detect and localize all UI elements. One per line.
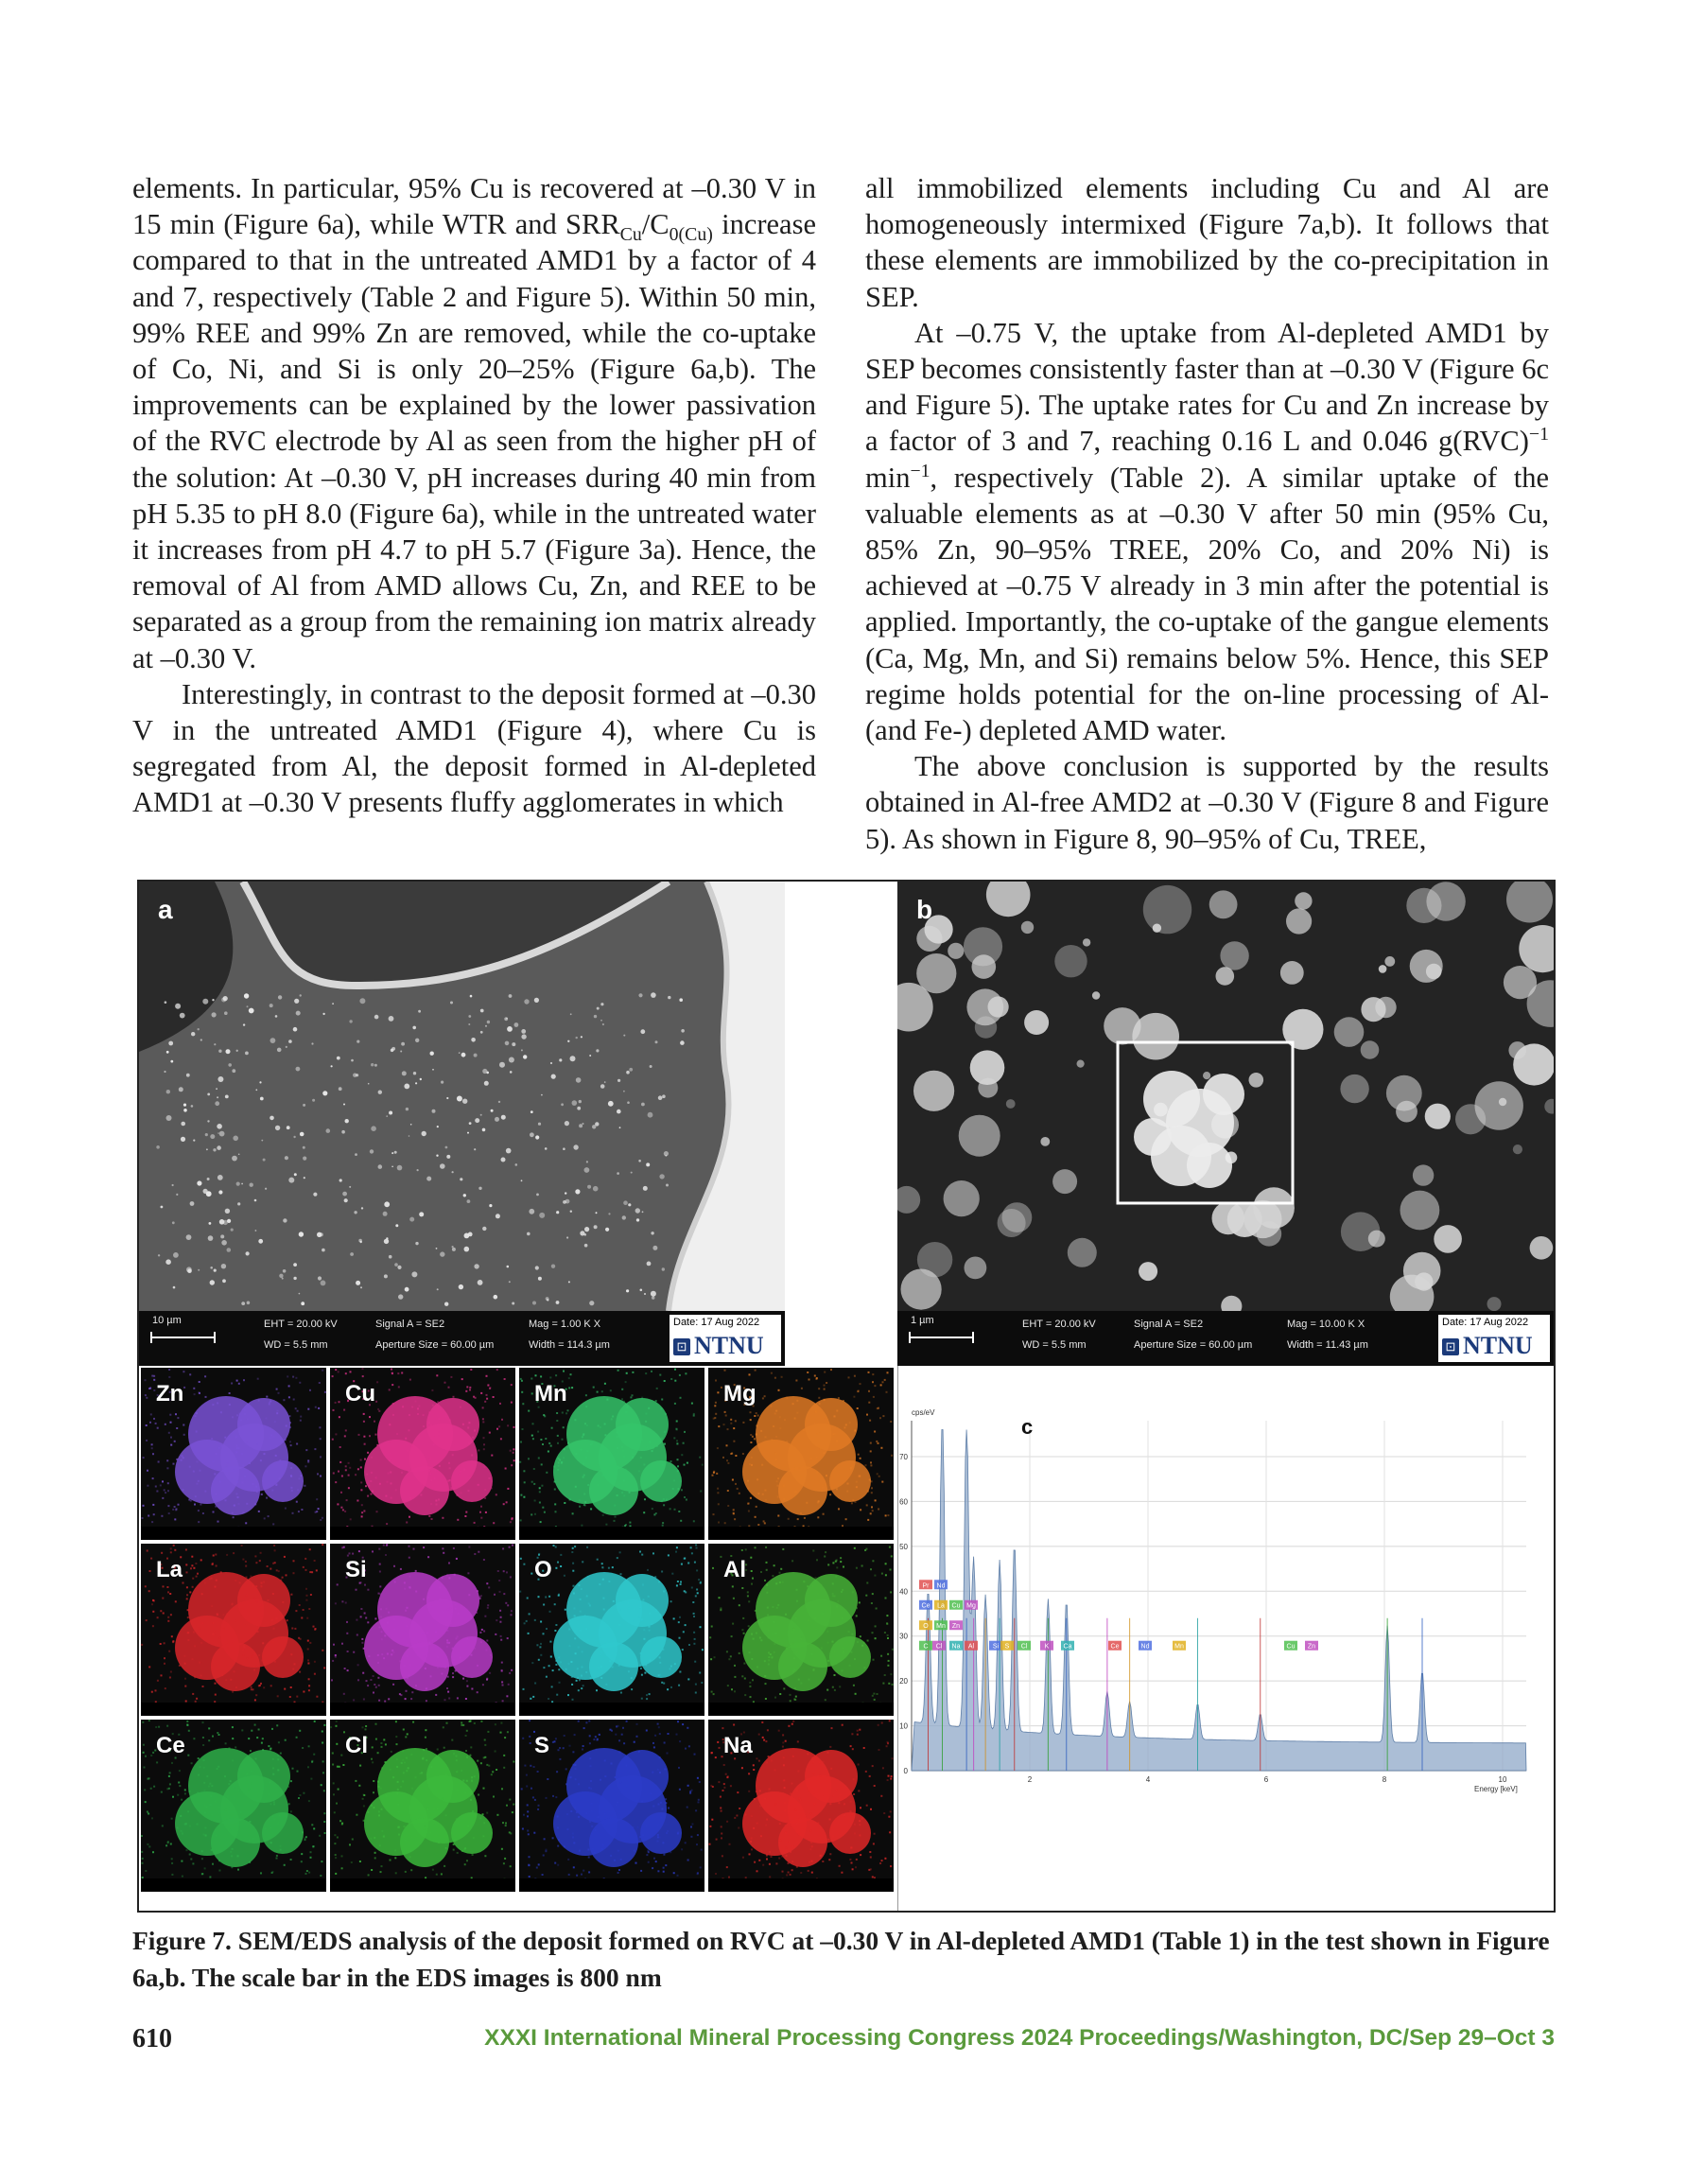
- element-tag-label: La: [937, 1602, 945, 1610]
- element-tag-label: Mg: [966, 1602, 976, 1610]
- text-run: −1: [1528, 424, 1549, 446]
- width-value: Width = 114.3 µm: [529, 1339, 610, 1351]
- element-tag-label: O: [923, 1623, 929, 1631]
- element-tag-label: Ce: [921, 1602, 930, 1610]
- page-number: 610: [132, 2024, 172, 2053]
- element-tag-label: K: [1044, 1643, 1050, 1651]
- eds-map-label: Ce: [156, 1733, 185, 1758]
- sem-info-bar-b: [897, 1311, 1554, 1366]
- eds-map-footer: [708, 1703, 894, 1716]
- x-axis-label: Energy [keV]: [1474, 1785, 1518, 1793]
- eds-map-al: [708, 1544, 894, 1716]
- y-tick-label: 20: [899, 1677, 908, 1686]
- eds-map-o: [519, 1544, 704, 1716]
- element-tag-label: Pr: [922, 1582, 930, 1590]
- eds-map-label: Cu: [345, 1381, 375, 1406]
- sem-image-a: [139, 882, 785, 1366]
- text-run: min: [865, 461, 911, 494]
- y-tick-label: 70: [899, 1452, 908, 1461]
- eds-map-footer: [708, 1878, 894, 1892]
- element-tag-label: Mn: [936, 1623, 946, 1631]
- x-tick-label: 8: [1382, 1775, 1387, 1784]
- element-tag-label: Cu: [951, 1602, 961, 1610]
- text-run: Cu: [619, 224, 642, 246]
- eds-map-footer: [330, 1878, 515, 1892]
- element-tag-label: Cu: [1286, 1643, 1296, 1651]
- scale-bar-label: 1 µm: [911, 1315, 934, 1326]
- sem-info-bar-a: [139, 1311, 785, 1366]
- eds-map-mg: [708, 1368, 894, 1540]
- y-tick-label: 10: [899, 1721, 908, 1731]
- element-tag-label: Zn: [1307, 1643, 1316, 1651]
- y-tick-label: 50: [899, 1542, 908, 1551]
- panel-label-b: b: [916, 895, 933, 924]
- eds-map-cl: [330, 1720, 515, 1892]
- y-tick-label: 30: [899, 1632, 908, 1641]
- element-tag-label: Nd: [1140, 1643, 1150, 1651]
- ntnu-badge: [670, 1315, 781, 1362]
- scale-bar-label: 10 µm: [152, 1315, 182, 1326]
- x-tick-label: 6: [1263, 1775, 1269, 1784]
- eds-map-footer: [519, 1527, 704, 1540]
- eht-value: EHT = 20.00 kV: [1022, 1319, 1096, 1330]
- wd-value: WD = 5.5 mm: [264, 1339, 328, 1351]
- ntnu-logo-icon: ⊡: [673, 1338, 690, 1355]
- ntnu-logo-text: NTNU: [694, 1332, 764, 1359]
- figure-gap: [785, 882, 897, 1366]
- x-tick-label: 2: [1027, 1775, 1033, 1784]
- text-column-left: [132, 170, 816, 821]
- eds-map-footer: [141, 1527, 326, 1540]
- aperture-value: Aperture Size = 60.00 µm: [375, 1339, 495, 1351]
- text-run: 0(Cu): [669, 224, 713, 246]
- element-tag-label: Zn: [951, 1623, 961, 1631]
- mag-value: Mag = 10.00 K X: [1287, 1319, 1365, 1330]
- panel-label-a: a: [158, 895, 173, 924]
- eds-map-label: O: [534, 1557, 552, 1582]
- eds-map-label: Na: [723, 1733, 753, 1758]
- date-label: Date: 17 Aug 2022: [1442, 1317, 1529, 1328]
- mag-value: Mag = 1.00 K X: [529, 1319, 601, 1330]
- element-tag-label: Cl: [1020, 1643, 1028, 1651]
- eds-map-footer: [330, 1527, 515, 1540]
- paragraph: [132, 170, 816, 676]
- ntnu-logo-icon: ⊡: [1442, 1338, 1459, 1355]
- eds-map-label: La: [156, 1557, 183, 1582]
- element-tag-label: Mn: [1174, 1643, 1184, 1651]
- text-run: −1: [910, 460, 930, 481]
- paragraph: [865, 315, 1549, 748]
- eds-map-label: Mn: [534, 1381, 567, 1406]
- eds-map-mn: [519, 1368, 704, 1540]
- eds-map-label: Cl: [345, 1733, 368, 1758]
- signal-value: Signal A = SE2: [1134, 1319, 1204, 1330]
- text-run: all immobilized elements including Cu and Al are homogeneously intermixed (Figure 7a,b). It follows that these elements are immobilized by the co-precipitation in SEP.: [865, 172, 1549, 313]
- date-label: Date: 17 Aug 2022: [673, 1317, 760, 1328]
- eds-map-label: Zn: [156, 1381, 184, 1406]
- eds-map-zn: [141, 1368, 326, 1540]
- text-run: elements. In particular, 95% Cu is recovered at –0.30 V in 15 min (Figure 6a), while WTR and SRR: [132, 172, 816, 241]
- text-run: At –0.75 V, the uptake from Al-depleted AMD1 by SEP becomes consistently faster than at –0.30 V (Figure 6c and Figure 5). The uptake rates for Cu and Zn increase by a factor of 3 and 7, reaching 0.16 L and 0.046 g(RVC): [865, 316, 1549, 458]
- running-footer: XXXI International Mineral Processing Congress 2024 Proceedings/Washington, DC/Sep 29–Oct 3: [484, 2025, 1555, 2051]
- element-tag-label: C: [923, 1643, 929, 1651]
- y-axis-label: cps/eV: [912, 1408, 935, 1417]
- sem-image-b: [897, 882, 1554, 1366]
- signal-value: Signal A = SE2: [375, 1319, 445, 1330]
- eds-map-footer: [519, 1878, 704, 1892]
- x-tick-label: 10: [1498, 1775, 1507, 1784]
- wd-value: WD = 5.5 mm: [1022, 1339, 1087, 1351]
- element-tag-label: Si: [992, 1643, 1000, 1651]
- scale-bar: [909, 1332, 975, 1343]
- eds-map-label: Al: [723, 1557, 746, 1582]
- eds-spectrum: [897, 1366, 1555, 1911]
- spectrum-chart: [898, 1366, 1555, 1911]
- eht-value: EHT = 20.00 kV: [264, 1319, 338, 1330]
- y-tick-label: 40: [899, 1587, 908, 1597]
- eds-map-label: Mg: [723, 1381, 757, 1406]
- element-tag-label: Cl: [935, 1643, 943, 1651]
- eds-map-na: [708, 1720, 894, 1892]
- figure-7: [137, 880, 1556, 1913]
- x-tick-label: 4: [1145, 1775, 1151, 1784]
- ntnu-badge: [1438, 1315, 1550, 1362]
- element-tag-label: Na: [951, 1643, 961, 1651]
- spectrum-area: [912, 1430, 1526, 1772]
- paragraph: [865, 170, 1549, 315]
- scale-bar: [150, 1332, 217, 1343]
- panel-label-c: c: [1021, 1415, 1034, 1439]
- text-run: /C: [641, 208, 670, 241]
- text-column-right: [865, 170, 1549, 857]
- eds-map-label: Si: [345, 1557, 367, 1582]
- text-run: The above conclusion is supported by the results obtained in Al-free AMD2 at –0.30 V (Figure 8 and Figure 5). As shown in Figure 8, 90–95% of Cu, TREE,: [865, 750, 1549, 855]
- text-run: , respectively (Table 2). A similar uptake of the valuable elements as at –0.30 V after 50 min (95% Cu, 85% Zn, 90–95% TREE, 20% Co, and 20% Ni) is achieved at –0.75 V already in 3 min after the potential is applied. Importantly, the co-uptake of the gangue elements (Ca, Mg, Mn, and Si) remains below 5%. Hence, this SEP regime holds potential for the on-line processing of Al- (and Fe-) depleted AMD water.: [865, 461, 1549, 747]
- figure-caption: Figure 7. SEM/EDS analysis of the deposit formed on RVC at –0.30 V in Al-depleted AMD1 (Table 1) in the test shown in Figure 6a,b. The scale bar in the EDS images is 800 nm: [132, 1926, 1550, 1992]
- element-tag-label: Nd: [936, 1582, 946, 1590]
- eds-map-footer: [141, 1878, 326, 1892]
- eds-map-la: [141, 1544, 326, 1716]
- eds-map-cu: [330, 1368, 515, 1540]
- paragraph: [132, 676, 816, 821]
- element-tag-label: Ca: [1063, 1643, 1072, 1651]
- y-tick-label: 60: [899, 1497, 908, 1507]
- eds-map-si: [330, 1544, 515, 1716]
- sem-micrograph-a: [139, 882, 785, 1311]
- element-tag-label: Ce: [1110, 1643, 1120, 1651]
- element-tag-label: S: [1004, 1643, 1010, 1651]
- text-run: Interestingly, in contrast to the deposit formed at –0.30 V in the untreated AMD1 (Figure 4), where Cu is segregated from Al, the deposit formed in Al-depleted AMD1 at –0.30 V presents fluffy agglomerates in which: [132, 677, 816, 819]
- eds-map-ce: [141, 1720, 326, 1892]
- text-run: increase compared to that in the untreated AMD1 by a factor of 4 and 7, respectively (Table 2 and Figure 5). Within 50 min, 99% REE and 99% Zn are removed, while the co-uptake of Co, Ni, and Si is only 20–25% (Figure 6a,b). The improvements can be explained by the lower passivation of the RVC electrode by Al as seen from the higher pH of the solution: At –0.30 V, pH increases during 40 min from pH 5.35 to pH 8.0 (Figure 6a), while in the untreated water it increases from pH 4.7 to pH 5.7 (Figure 3a). Hence, the removal of Al from AMD allows Cu, Zn, and REE to be separated as a group from the remaining ion matrix already at –0.30 V.: [132, 208, 817, 674]
- eds-map-footer: [708, 1527, 894, 1540]
- ntnu-logo-text: NTNU: [1463, 1332, 1533, 1359]
- paragraph: [865, 748, 1549, 857]
- eds-map-footer: [330, 1703, 515, 1716]
- aperture-value: Aperture Size = 60.00 µm: [1134, 1339, 1253, 1351]
- eds-map-label: S: [534, 1733, 550, 1758]
- eds-map-footer: [519, 1703, 704, 1716]
- eds-map-footer: [141, 1703, 326, 1716]
- eds-map-s: [519, 1720, 704, 1892]
- width-value: Width = 11.43 µm: [1287, 1339, 1368, 1351]
- sem-micrograph-b: [897, 882, 1554, 1311]
- element-tag-label: Al: [967, 1643, 975, 1651]
- y-tick-label: 0: [903, 1767, 908, 1775]
